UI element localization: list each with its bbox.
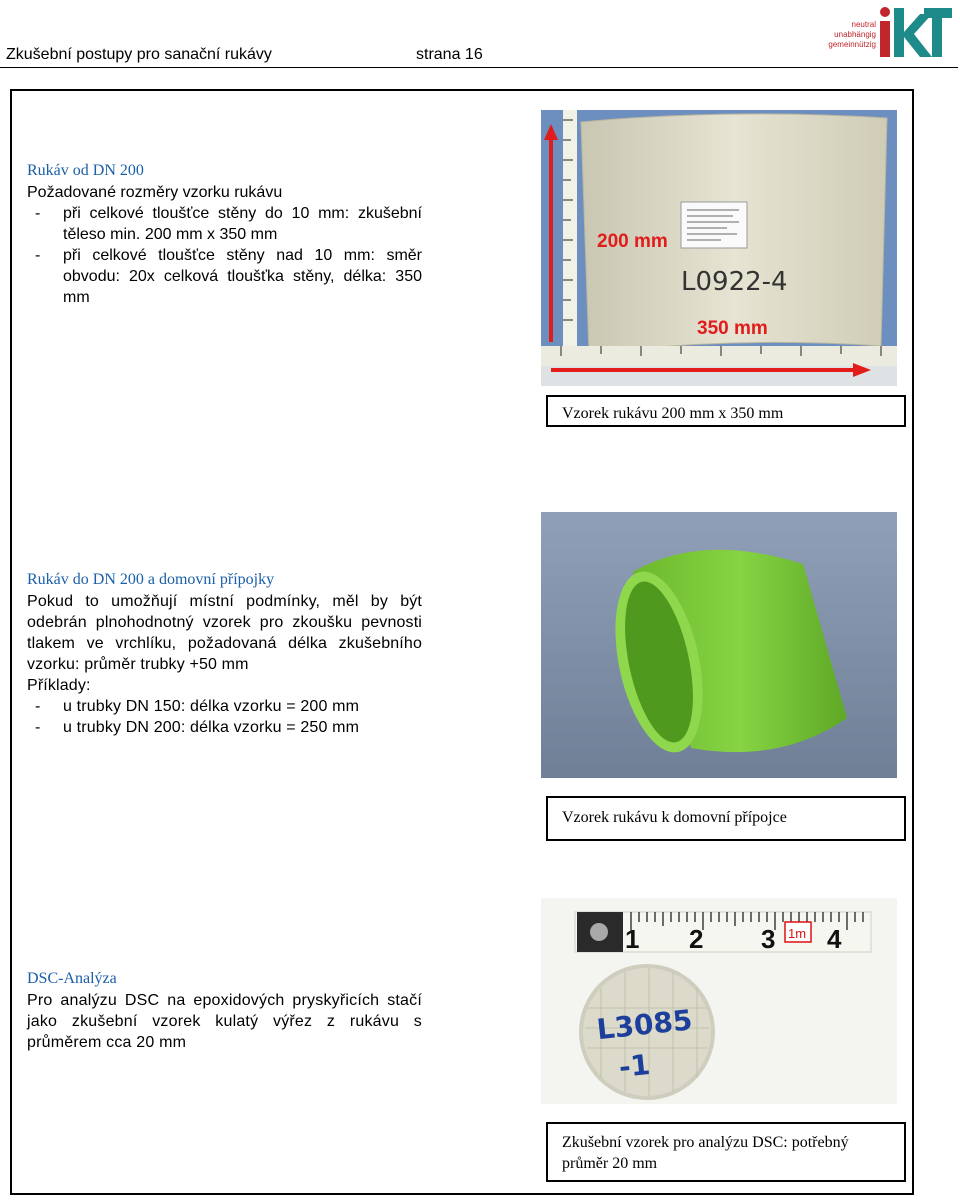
section-text-dn200: Požadované rozměry vzorku rukávu - při celkové tloušťce stěny do 10 mm: zkušební těleso min. 200 mm x 350 mm - při celkové tloušťce stěny nad 10 mm: směr obvodu: 20x celková tloušťka stěny, délka: 350 mm [27,184,422,306]
section-title-dn200: Rukáv od DN 200 [27,162,144,179]
caption-dsc-sample: Zkušební vzorek pro analýzu DSC: potřebný průměr 20 mm [546,1122,906,1182]
section-title-dsc-analysis: DSC-Analýza [27,970,117,987]
ikt-logo-mark [828,2,954,64]
list-item: - u trubky DN 150: délka vzorku = 200 mm [35,698,360,715]
list-item: - při celkové tloušťce stěny nad 10 mm: směr obvodu: 20x celková tloušťka stěny, délka: 350 mm [35,247,422,306]
photo-green-pipe-sample [541,512,897,778]
photo-label-200mm: 200 mm [597,231,668,252]
ruler-mark-4: 4 [827,924,842,954]
ruler-mark-2: 2 [689,924,704,954]
sample-label-suffix: -1 [617,1047,652,1085]
ruler-mark-1m: 1m [788,926,807,941]
sample-label-id: L3085 [595,1003,694,1047]
list-item: - při celkové tloušťce stěny do 10 mm: zkušební těleso min. 200 mm x 350 mm [35,205,422,243]
section-title-house-connections: Rukáv do DN 200 a domovní přípojky [27,571,275,588]
ruler-mark-1: 1 [625,924,640,954]
photo-liner-sample [541,110,897,386]
section-text-house-connections: Pokud to umožňují místní podmínky, měl by být odebrán plnohodnotný vzorek pro zkoušku pevnosti tlakem ve vrchlíku, požadovaná délka zkušebního vzorku: průměr trubky +50 mm Příklady: - u trubky DN 150: délka vzorku = 200 mm - u trubky DN 200: délka vzorku = 250 mm [27,593,422,736]
list-item: - u trubky DN 200: délka vzorku = 250 mm [35,719,360,736]
document-title: Zkušební postupy pro sanační rukávy [6,46,272,63]
page-number: strana 16 [416,46,483,63]
photo-label-350mm: 350 mm [697,318,768,339]
ruler-mark-3: 3 [761,924,776,954]
photo-label-sample-id: L0922-4 [681,267,788,297]
header-divider [0,67,958,68]
caption-green-pipe-sample: Vzorek rukávu k domovní přípojce [546,796,906,841]
logo-tagline: neutral unabhängig gemeinnützig [828,20,876,49]
caption-liner-sample: Vzorek rukávu 200 mm x 350 mm [546,395,906,427]
ikt-logo [828,2,954,64]
section-text-dsc-analysis: Pro analýzu DSC na epoxidových pryskyřicích stačí jako zkušební vzorek kulatý výřez z rukávu s průměrem cca 20 mm [27,992,422,1051]
photo-dsc-sample [541,898,897,1104]
